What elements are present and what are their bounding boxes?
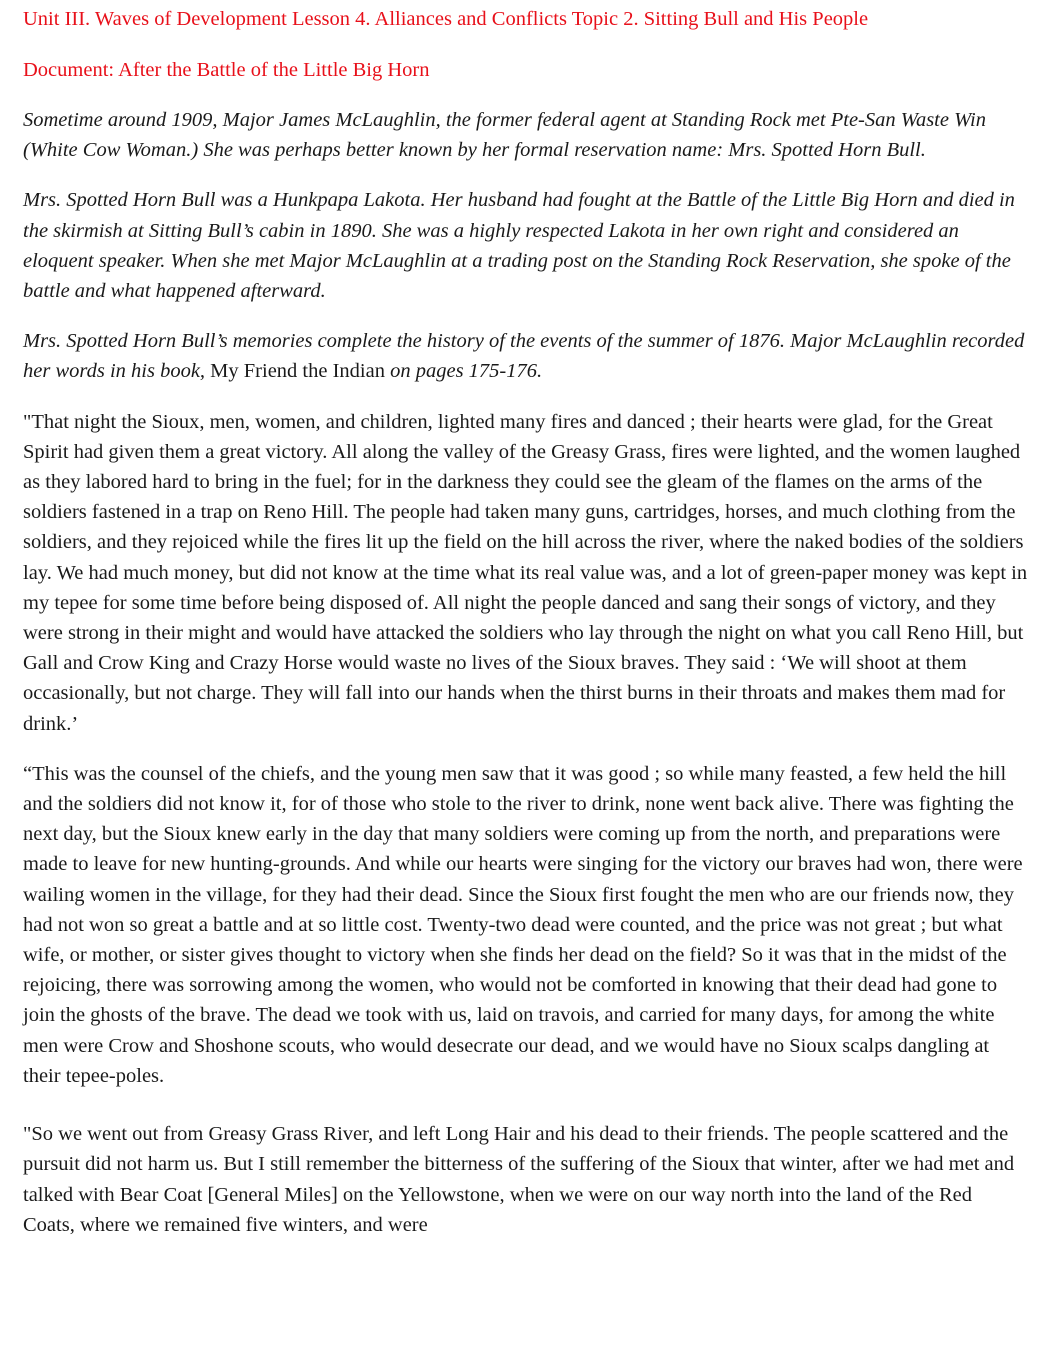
lesson-breadcrumb: Unit III. Waves of Development Lesson 4. Alliances and Conflicts Topic 2. Sitting Bull and His People [23,8,869,30]
intro-paragraph-1: Sometime around 1909, Major James McLaughlin, the former federal agent at Standing Rock met Pte-San Waste Win (White Cow Woman.) She was perhaps better known by her formal reservation name: Mrs. Spotted Horn Bull. [23,109,986,162]
quote-paragraph-2: “This was the counsel of the chiefs, and the young men saw that it was good ; so while many feasted, a few held the hill and the soldiers did not know it, for of those who stole to the river to drink, none went back alive. There was fighting the next day, but the Sioux knew early in the day that many soldiers were coming up from the north, and preparations were made to leave for new hunting-grounds. And while our hearts were singing for the victory our braves had won, there were wailing women in the village, for they had their dead. Since the Sioux first fought the men who are our friends now, they had not won so great a battle and at so little cost. Twenty-two dead were counted, and the price was not great ; but what wife, or mother, or sister gives thought to victory when she finds her dead on the field? So it was that in the midst of the rejoicing, there was sorrowing among the women, who would not be comforted in knowing that their dead had gone to join the ghosts of the brave. The dead we took with us, laid on travois, and carried for many days, for among the white men were Crow and Shoshone scouts, who would desecrate our dead, and we would have no Sioux scalps dangling at their tepee-poles. [23,762,1023,1087]
quote-paragraph-1: "That night the Sioux, men, women, and children, lighted many fires and danced ; their hearts were glad, for the Great Spirit had given them a great victory. All along the valley of the Greasy Grass, fires were lighted, and the women laughed as they labored hard to bring in the fuel; for in the darkness they could see the gleam of the flames on the arms of the soldiers fastened in a trap on Reno Hill. The people had taken many guns, cartridges, horses, and much clothing from the soldiers, and they rejoiced while the fires lit up the field on the hill across the river, where the naked bodies of the soldiers lay. We had much money, but did not know at the time what its real value was, and a lot of green-paper money was kept in my tepee for some time before being disposed of. All night the people danced and sang their songs of victory, and they were strong in their might and would have attacked the soldiers who lay through the night on what you call Reno Hill, but Gall and Crow King and Crazy Horse would waste no lives of the Sioux braves. They said : ‘We will shoot at them occasionally, but not charge. They will fall into our hands when the thirst burns in their throats and makes them mad for drink.’ [23,410,1028,735]
intro-paragraph-3 [23,326,1028,386]
document-page [23,4,1028,1240]
intro-paragraph-2: Mrs. Spotted Horn Bull was a Hunkpapa Lakota. Her husband had fought at the Battle of the Little Big Horn and died in the skirmish at Sitting Bull’s cabin in 1890. She was a highly respected Lakota in her own right and considered an eloquent speaker. When she met Major McLaughlin at a trading post on the Standing Rock Reservation, she spoke of the battle and what happened afterward. [23,189,1015,303]
intro-paragraph-3-text: Mrs. Spotted Horn Bull’s memories complete the history of the events of the summer of 1876. Major McLaughlin recorded her words in his book, [23,330,1025,383]
document-title: Document: After the Battle of the Little Big Horn [23,59,430,81]
quote-paragraph-3: "So we went out from Greasy Grass River, and left Long Hair and his dead to their friends. The people scattered and the pursuit did not harm us. But I still remember the bitterness of the suffering of the Sioux that winter, after we had met and talked with Bear Coat [General Miles] on the Yellowstone, when we were on our way north into the land of the Red Coats, where we remained five winters, and were [23,1123,1015,1236]
intro-paragraph-3-pages: on pages 175-176. [384,360,543,383]
book-title: My Friend the Indian [210,360,385,383]
